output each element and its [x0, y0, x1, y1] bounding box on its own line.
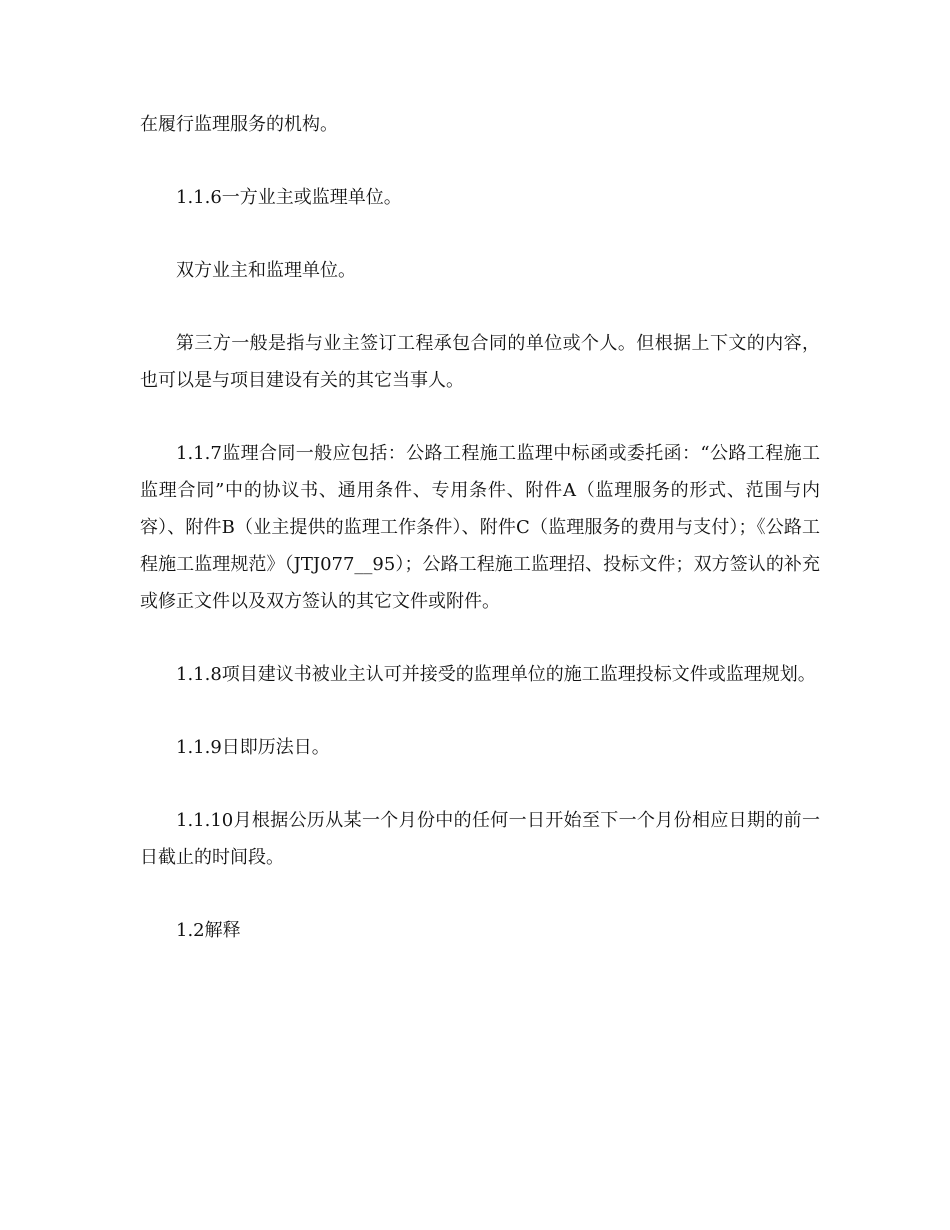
paragraph-third-party: 第三方一般是指与业主签订工程承包合同的单位或个人。但根据上下文的内容，也可以是与项目建设有关的其它当事人。 [140, 333, 820, 391]
paragraph-continuation: 在履行监理服务的机构。 [140, 114, 338, 135]
paragraph-clause-1-1-7: 1.1.7监理合同一般应包括：公路工程施工监理中标函或委托函：“公路工程施工监理合同”中的协议书、通用条件、专用条件、附件A（监理服务的形式、范围与内容）、附件B（业主提供的监理工作条件）、附件C（监理服务的费用与支付）；《公路工程施工监理规范》（JTJ077__95）；公路工程施工监理招、投标文件；双方签认的补充或修正文件以及双方签认的其它文件或附件。 [140, 443, 820, 612]
document-body [140, 106, 820, 985]
paragraph-clause-1-1-8: 1.1.8项目建议书被业主认可并接受的监理单位的施工监理投标文件或监理规划。 [176, 664, 816, 685]
paragraph-clause-1-1-10: 1.1.10月根据公历从某一个月份中的任何一日开始至下一个月份相应日期的前一日截止的时间段。 [140, 810, 820, 868]
paragraph-clause-1-1-6: 1.1.6一方业主或监理单位。 [176, 187, 402, 208]
paragraph-clause-1-1-9: 1.1.9日即历法日。 [176, 737, 330, 758]
paragraph-both-parties: 双方业主和监理单位。 [176, 260, 356, 281]
section-heading-1-2: 1.2解释 [176, 920, 241, 941]
